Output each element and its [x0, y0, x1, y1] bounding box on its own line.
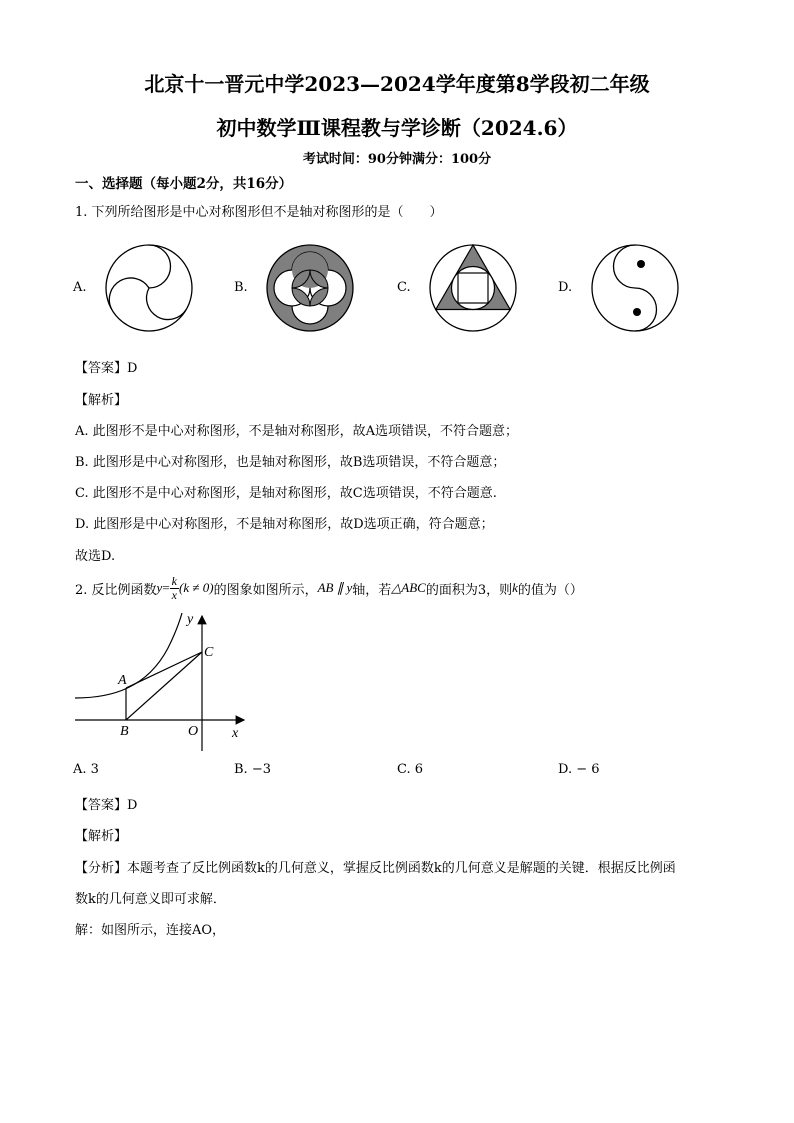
- q1-option-d-label: D.: [558, 280, 573, 295]
- section-heading: 一、选择题（每小题2分，共16分）: [75, 176, 293, 192]
- point-b-label: B: [120, 724, 129, 739]
- q1-figure-b: [264, 242, 356, 334]
- q2-condition: (k ≠ 0): [179, 580, 214, 595]
- q2-parallel: AB ∥ y: [317, 580, 353, 595]
- q1-figure-c: [427, 242, 519, 334]
- q2-frac-den: x: [171, 587, 177, 602]
- q2-k-var: k: [512, 580, 518, 595]
- origin-label: O: [188, 724, 199, 739]
- question-2-stem: [75, 570, 583, 606]
- point-c-label: C: [204, 645, 214, 660]
- q2-stem-end2: 的值为（）: [517, 582, 583, 598]
- q2-frac-num: k: [171, 573, 177, 588]
- point-a-label: A: [118, 673, 127, 688]
- q1-option-a-label: A.: [73, 280, 87, 295]
- q1-option-b-label: B.: [234, 280, 248, 295]
- q2-option-b: B. −3: [234, 762, 271, 777]
- q1-figure-d: [589, 242, 681, 334]
- q2-fraction: [170, 575, 179, 602]
- page-title-line1: 北京十一晋元中学2023—2024学年度第8学段初二年级: [144, 72, 650, 96]
- q2-analysis-label: 【解析】: [75, 829, 128, 844]
- q2-triangle: △ABC: [391, 580, 426, 595]
- q2-graph: [72, 608, 257, 758]
- x-axis-label: x: [232, 726, 239, 741]
- page-title-line2: 初中数学Ⅲ课程教与学诊断（2024.6）: [216, 116, 578, 140]
- y-axis-label: y: [187, 612, 194, 627]
- hyperbola-curve: [75, 613, 182, 698]
- q1-option-c-label: C.: [397, 280, 411, 295]
- question-1-stem: 1. 下列所给图形是中心对称图形但不是轴对称图形的是（ ）: [75, 205, 443, 220]
- q1-conclusion: 故选D.: [75, 549, 116, 564]
- segment-ac: [126, 652, 202, 688]
- q2-analysis-line2: 数k的几何意义即可求解．: [75, 892, 226, 907]
- q1-analysis-label: 【解析】: [75, 393, 128, 408]
- q2-option-c: C. 6: [397, 762, 424, 777]
- q2-stem-prefix: 2. 反比例函数: [75, 582, 157, 598]
- q2-option-d: D. − 6: [558, 762, 600, 777]
- q2-eq: =: [162, 580, 170, 595]
- q1-analysis-line: C. 此图形不是中心对称图形，是轴对称图形，故C选项错误，不符合题意.: [75, 486, 497, 501]
- q1-answer: 【答案】D: [75, 361, 138, 376]
- q2-stem-mid2: 轴，若: [352, 582, 392, 598]
- q2-stem-mid: 的图象如图所示，: [213, 582, 318, 598]
- q1-analysis-line: D. 此图形是中心对称图形，不是轴对称图形，故D选项正确，符合题意；: [75, 517, 494, 532]
- exam-info: 考试时间：90分钟满分：100分: [302, 152, 492, 167]
- q2-stem-end: 的面积为3，则: [425, 582, 513, 598]
- q2-solution: 解：如图所示，连接AO，: [75, 923, 226, 938]
- q1-figure-a: [103, 242, 195, 334]
- q2-option-a: A. 3: [73, 762, 99, 777]
- q2-answer: 【答案】D: [75, 798, 138, 813]
- segment-bc: [126, 652, 202, 720]
- q1-analysis-line: A. 此图形不是中心对称图形，不是轴对称图形，故A选项错误，不符合题意；: [75, 424, 519, 439]
- q2-analysis-line1: 【分析】本题考查了反比例函数k的几何意义，掌握反比例函数k的几何意义是解题的关键．根据反比例函: [75, 861, 676, 876]
- q2-y-var: y: [156, 580, 163, 595]
- q1-analysis-line: B. 此图形是中心对称图形，也是轴对称图形，故B选项错误，不符合题意；: [75, 455, 506, 470]
